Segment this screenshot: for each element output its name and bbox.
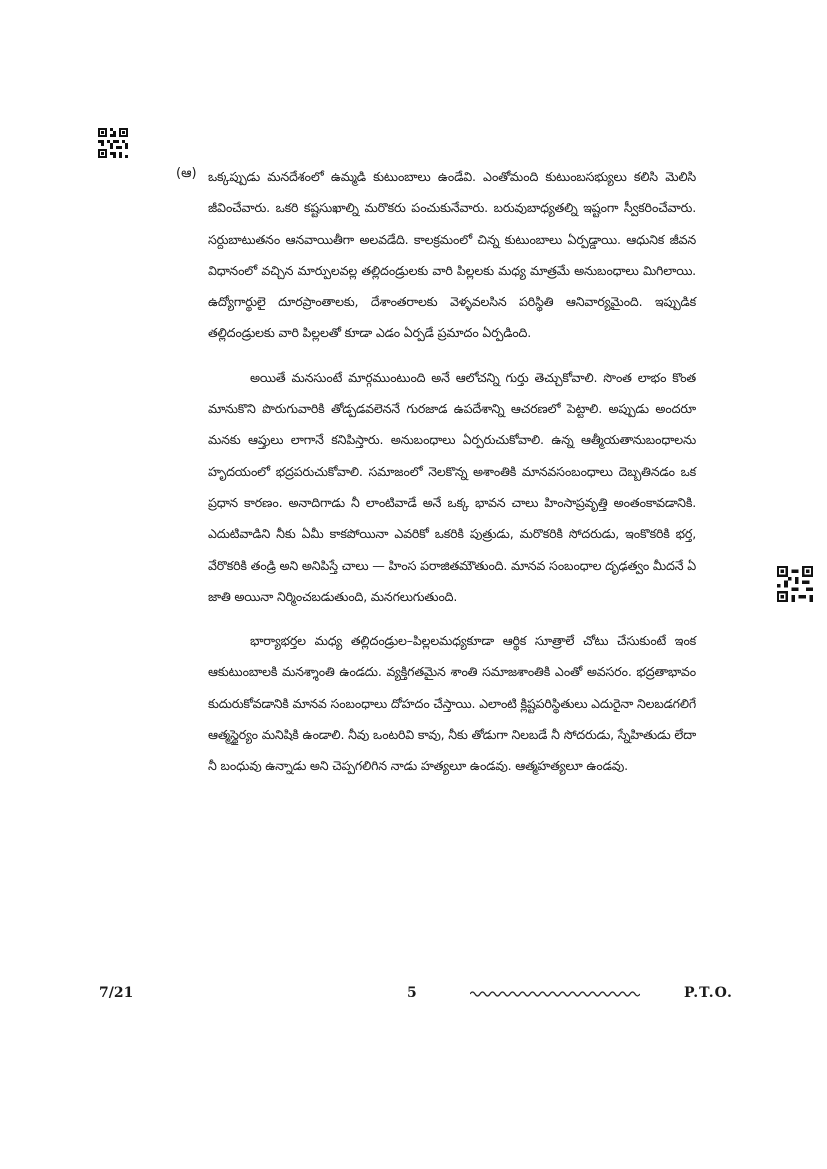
section-marker: (ఆ) — [176, 166, 197, 181]
qr-code-icon — [776, 566, 814, 602]
passage-paragraph: అయితే మనసుంటే మార్గముంటుంది అనే ఆలోచన్ని గుర్తు తెచ్చుకోవాలి. సొంత లాభం కొంత మానుకొని పొరుగువారికి తోడ్పడవలెననే గురజాడ ఉపదేశాన్ని ఆచరణలో పెట్టాలి. అప్పుడు అందరూ మనకు ఆప్తులు లాగానే కనిపిస్తారు. అనుబంధాలు ఏర్పరుచుకోవాలి. ఉన్న ఆత్మీయతానుబంధాలను హృదయంలో భద్రపరుచుకోవాలి. సమాజంలో నెలకొన్న అశాంతికి మానవసంబంధాలు దెబ్బతినడం ఒక ప్రధాన కారణం. అనాదిగాడు నీ లాంటివాడే అనే ఒక్క భావన చాలు హింసాప్రవృత్తి అంతంకావడానికి. ఎదుటివాడిని నీకు ఏమీ కాకపోయినా ఎవరికో ఒకరికి పుత్రుడు, మరొకరికి సోదరుడు, ఇంకొకరికి భర్త, వేరొకరికి తండ్రి అని అనిపిస్తే చాలు — హింస పరాజితమౌతుంది. మానవ సంబంధాల దృఢత్వం మీదనే ఏ జాతి అయినా నిర్మించబడుతుంది, మనగలుగుతుంది. — [208, 369, 696, 604]
paper-code: 7/21 — [99, 985, 134, 1001]
pto-label: P.T.O. — [684, 985, 733, 1001]
qr-code-icon — [98, 128, 128, 158]
passage-paragraph: భార్యాభర్తల మధ్య తల్లిదండ్రుల–పిల్లలమధ్యకూడా ఆర్థిక సూత్రాలే చోటు చేసుకుంటే ఇంక ఆకుటుంబాలకి మనశ్శాంతి ఉండదు. వ్యక్తిగతమైన శాంతి సమాజశాంతికి ఎంతో అవసరం. భద్రతాభావం కుదురుకోవడానికి మానవ సంబంధాలు దోహదం చేస్తాయి. ఎలాంటి క్లిష్టపరిస్థితులు ఎదురైనా నిలబడగలిగే ఆత్మస్థైర్యం మనిషికి ఉండాలి. నీవు ఒంటరివి కావు, నీకు తోడుగా నిలబడే నీ సోదరుడు, స్నేహితుడు లేదా నీ బంధువు ఉన్నాడు అని చెప్పగలిగిన నాడు హత్యలూ ఉండవు. ఆత్మహత్యలూ ఉండవు. — [208, 633, 696, 774]
passage — [208, 161, 696, 795]
passage-paragraph: ఒక్కప్పుడు మనదేశంలో ఉమ్మడి కుటుంబాలు ఉండేవి. ఎంతోమంది కుటుంబసభ్యులు కలిసి మెలిసి జీవించేవారు. ఒకరి కష్టసుఖాల్ని మరొకరు పంచుకునేవారు. బరువుబాధ్యతల్ని ఇష్టంగా స్వీకరించేవారు. సర్దుబాటుతనం ఆనవాయితీగా అలవడేది. కాలక్రమంలో చిన్న కుటుంబాలు ఏర్పడ్డాయి. ఆధునిక జీవన విధానంలో వచ్చిన మార్పులవల్ల తల్లిదండ్రులకు వారి పిల్లలకు మధ్య మాత్రమే అనుబంధాలు మిగిలాయి. ఉద్యోగార్థులై దూరప్రాంతాలకు, దేశాంతరాలకు వెళ్ళవలసిన పరిస్థితి ఆనివార్యమైంది. ఇప్పుడిక తల్లిదండ్రులకు వారి పిల్లలతో కూడా ఎడం ఏర్పడే ప్రమాదం ఏర్పడింది. — [208, 169, 696, 341]
page-number: 5 — [407, 985, 417, 1001]
wavy-line-icon — [470, 988, 640, 1000]
